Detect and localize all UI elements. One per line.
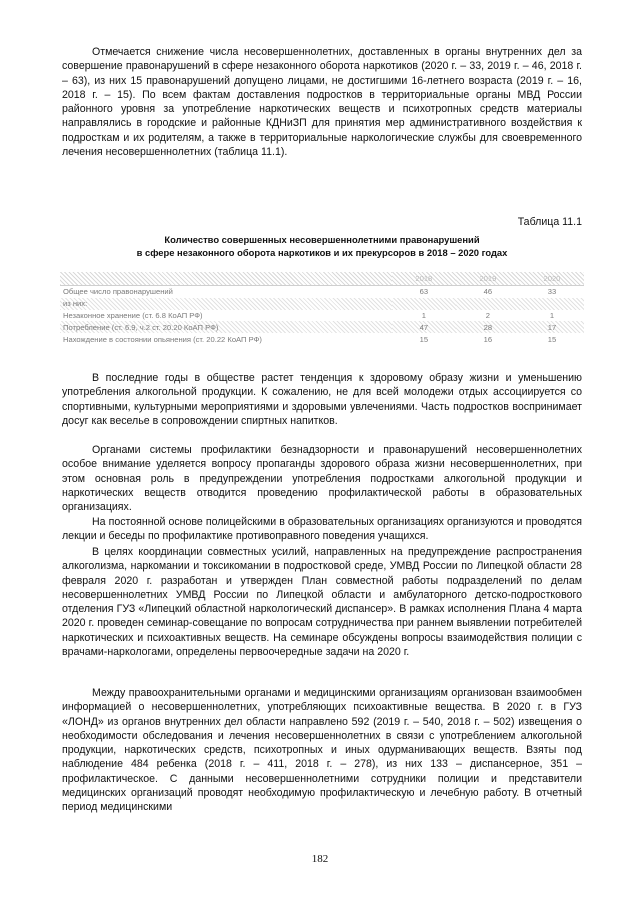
table-caption: Таблица 11.1 — [517, 216, 582, 228]
paragraph-joint-plan: В целях координации совместных усилий, направленных на предупреждение распространения алкоголизма, наркомании и токсикомании в подростковой среде, УМВД России по Липецкой области 28 февраля 2020 г. разработан и утвержден План совместной работы подразделений по делам несовершеннолетних УМВД России по Липецкой области и амбулаторного детско-подросткового отделения ГУЗ «Липецкий областной наркологический диспансер». В рамках исполнения Плана 4 марта 2020 г. проведен семинар-совещание по вопросам сотрудничества при раннем выявлении потребителей наркотических и психоактивных веществ. На семинаре обсуждены вопросы взаимодействия полиции с врачами-наркологами, определены первоочередные задачи на 2020 г. — [62, 546, 582, 659]
table-header-cell: 2019 — [456, 272, 520, 286]
paragraph-prevention-bodies: Органами системы профилактики безнадзорности и правонарушений несовершеннолетних особое внимание уделяется вопросу пропаганды здорового образа жизни несовершеннолетних, при этом основная роль в предупреждении употребления подростками алкогольной продукции и наркотических веществ отводится проведению профилактической работы в образовательных организациях. — [62, 444, 582, 514]
table-cell-value — [456, 298, 520, 310]
table-row — [60, 321, 584, 333]
table-header-cell — [60, 272, 392, 286]
table-title-line-2: в сфере незаконного оборота наркотиков и их прекурсоров в 2018 – 2020 годах — [136, 247, 508, 258]
table-cell-value: 28 — [456, 321, 520, 333]
paragraph-drug-offenses: Отмечается снижение числа несовершеннолетних, доставленных в органы внутренних дел за совершение правонарушений в сфере незаконного оборота наркотиков (2020 г. – 33, 2019 г. – 46, 2018 г. – 63), из них 15 правонарушений допущено лицами, не достигшими 16-летнего возраста (2019 г. – 16, 2018 г. – 15). По всем фактам доставления подростков в территориальные органы МВД России районного уровня за употребление наркотических веществ и психотропных средств материалы направлялись в городские и районные КДНиЗП для принятия мер административного воздействия к подросткам и их родителям, а также в территориальные наркологические службы для своевременного лечения несовершеннолетних (таблица 11.1). — [62, 46, 582, 159]
table-cell-value: 15 — [547, 334, 557, 344]
table-cell-value: 63 — [419, 287, 429, 297]
table-cell-value — [392, 298, 456, 310]
table-title-line-1: Количество совершенных несовершеннолетними правонарушений — [164, 234, 480, 245]
table-row — [60, 298, 584, 310]
offenses-table — [60, 272, 584, 345]
table-row — [60, 333, 584, 345]
table-cell-label: Незаконное хранение (ст. 6.8 КоАП РФ) — [63, 310, 203, 320]
table-header-cell: 2018 — [392, 272, 456, 286]
table-header-cell: 2020 — [520, 272, 584, 286]
table-cell-value: 2 — [485, 310, 491, 320]
table-cell-value: 46 — [483, 287, 493, 297]
paragraph-healthy-lifestyle: В последние годы в обществе растет тенденция к здоровому образу жизни и уменьшению употребления алкогольной продукции. К сожалению, не для всей молодежи отдых ассоциируется со спортивными, культурными мероприятиями и здоровыми увлечениями. Часть подростков воспринимает досуг как веселье в сопровождении спиртных напитков. — [62, 372, 582, 427]
table-header-row — [60, 272, 584, 286]
paragraph-lectures: На постоянной основе полицейскими в образовательных организациях организуются и проводятся лекции и беседы по профилактике противоправного поведения учащихся. — [62, 516, 582, 543]
paragraph-information-exchange: Между правоохранительными органами и медицинскими организациям организован взаимообмен информацией о несовершеннолетних, употребляющих психоактивные вещества. В 2020 г. в ГУЗ «ЛОНД» из органов внутренних дел области направлено 592 (2019 г. – 540, 2018 г. – 502) извещения о необходимости обследования и лечения несовершеннолетних в связи с употреблением алкогольной продукции, наркотических средств, психотропных и иных одурманивающих веществ. Взяты под наблюдение 484 ребенка (2018 г. – 411, 2018 г. – 278), из них 133 – диспансерное, 351 – профилактическое. С данными несовершеннолетними сотрудники полиции и представители медицинских организаций проводят необходимую профилактическую и лечебную работу. В отчетный период медицинскими — [62, 687, 582, 814]
table-cell-label: из них: — [60, 298, 392, 310]
table-cell-value: 1 — [549, 310, 555, 320]
table-cell-value: 15 — [419, 334, 429, 344]
table-cell-label: Общее число правонарушений — [63, 287, 173, 297]
table-title — [62, 233, 582, 259]
table-row — [60, 310, 584, 322]
table-cell-value: 17 — [520, 321, 584, 333]
page-number: 182 — [311, 853, 329, 865]
table-cell-value: 47 — [392, 321, 456, 333]
table-cell-value: 1 — [421, 310, 426, 320]
table-cell-value: 33 — [547, 287, 557, 297]
table-row — [60, 286, 584, 298]
table-cell-label: Нахождение в состоянии опьянения (ст. 20.22 КоАП РФ) — [63, 334, 262, 344]
table-cell-value: 16 — [483, 334, 493, 344]
table-cell-value — [520, 298, 584, 310]
table-cell-label: Потребление (ст. 6.9, ч.2 ст. 20.20 КоАП РФ) — [60, 321, 392, 333]
